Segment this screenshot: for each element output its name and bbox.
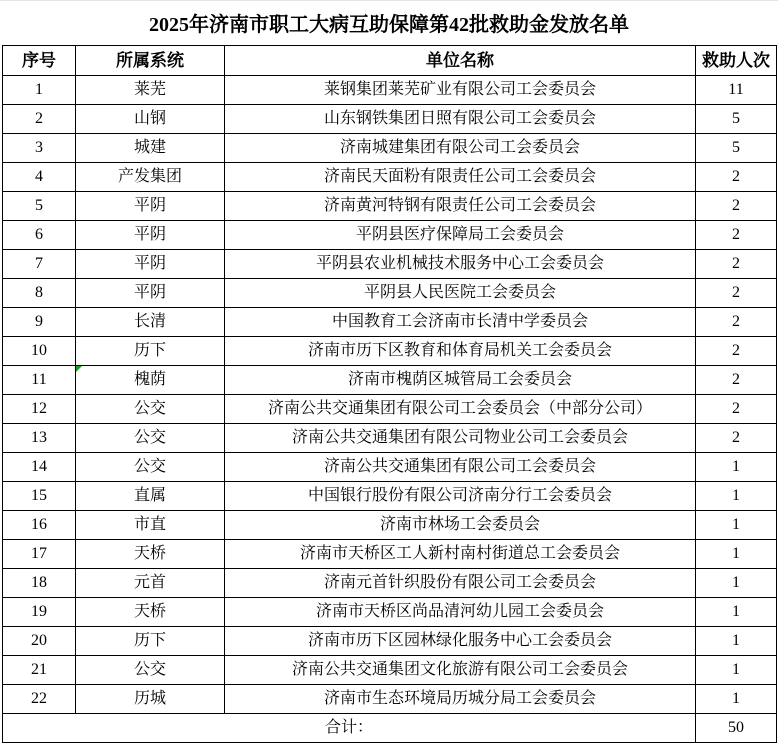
cell-seq: 6 (3, 221, 76, 250)
cell-system (76, 627, 225, 656)
cell-system-text: 天桥 (133, 603, 166, 620)
cell-system (76, 76, 225, 105)
cell-count: 2 (696, 250, 777, 279)
cell-unit: 平阴县农业机械技术服务中心工会委员会 (225, 250, 696, 279)
cell-system (76, 453, 225, 482)
cell-unit: 山东钢铁集团日照有限公司工会委员会 (225, 105, 696, 134)
table-row (3, 192, 777, 221)
cell-seq: 15 (3, 482, 76, 511)
total-row (3, 714, 777, 743)
table-row (3, 540, 777, 569)
table-row (3, 221, 777, 250)
cell-system-text: 历下 (133, 342, 166, 359)
cell-system (76, 308, 225, 337)
cell-system-text: 平阴 (133, 284, 166, 301)
cell-system-text: 平阴 (133, 197, 166, 214)
cell-seq: 13 (3, 424, 76, 453)
cell-count: 1 (696, 569, 777, 598)
cell-seq: 22 (3, 685, 76, 714)
cell-seq: 20 (3, 627, 76, 656)
cell-unit: 济南公共交通集团有限公司物业公司工会委员会 (225, 424, 696, 453)
cell-system-text: 元首 (133, 574, 166, 591)
cell-unit: 平阴县人民医院工会委员会 (225, 279, 696, 308)
cell-unit: 中国教育工会济南市长清中学委员会 (225, 308, 696, 337)
cell-seq: 16 (3, 511, 76, 540)
cell-system (76, 598, 225, 627)
cell-error-marker-icon (76, 366, 82, 372)
cell-count: 2 (696, 163, 777, 192)
cell-count: 2 (696, 395, 777, 424)
cell-system-text: 山钢 (133, 110, 166, 127)
cell-count: 2 (696, 366, 777, 395)
cell-count: 5 (696, 134, 777, 163)
cell-seq: 2 (3, 105, 76, 134)
table-row (3, 511, 777, 540)
cell-system-text: 历城 (133, 690, 166, 707)
table-row (3, 163, 777, 192)
cell-unit: 济南民天面粉有限责任公司工会委员会 (225, 163, 696, 192)
cell-seq: 5 (3, 192, 76, 221)
cell-unit: 济南黄河特钢有限责任公司工会委员会 (225, 192, 696, 221)
cell-system (76, 685, 225, 714)
cell-system-text: 公交 (133, 458, 166, 475)
table-row (3, 424, 777, 453)
table-row (3, 569, 777, 598)
cell-system-text: 公交 (133, 429, 166, 446)
cell-unit: 济南市林场工会委员会 (225, 511, 696, 540)
cell-count: 2 (696, 221, 777, 250)
table-row (3, 598, 777, 627)
cell-system-text: 城建 (133, 139, 166, 156)
cell-count: 2 (696, 337, 777, 366)
table-row (3, 482, 777, 511)
cell-system-text: 长清 (133, 313, 166, 330)
cell-unit: 济南公共交通集团有限公司工会委员会（中部分公司） (225, 395, 696, 424)
relief-fund-table (2, 45, 777, 743)
column-header-system: 所属系统 (76, 46, 225, 76)
cell-count: 11 (696, 76, 777, 105)
cell-system (76, 569, 225, 598)
cell-unit: 济南市生态环境局历城分局工会委员会 (225, 685, 696, 714)
cell-system (76, 366, 225, 395)
table-row (3, 453, 777, 482)
table-body (3, 76, 777, 714)
cell-seq: 17 (3, 540, 76, 569)
column-header-count: 救助人次 (696, 46, 777, 76)
cell-unit: 平阴县医疗保障局工会委员会 (225, 221, 696, 250)
cell-system-text: 平阴 (133, 255, 166, 272)
cell-unit: 济南市历下区园林绿化服务中心工会委员会 (225, 627, 696, 656)
cell-seq: 1 (3, 76, 76, 105)
cell-seq: 4 (3, 163, 76, 192)
table-row (3, 105, 777, 134)
cell-seq: 19 (3, 598, 76, 627)
page-title: 2025年济南市职工大病互助保障第42批救助金发放名单 (149, 14, 629, 36)
cell-seq: 11 (3, 366, 76, 395)
cell-count: 1 (696, 656, 777, 685)
cell-seq: 12 (3, 395, 76, 424)
table-row (3, 250, 777, 279)
cell-system (76, 221, 225, 250)
cell-count: 1 (696, 540, 777, 569)
cell-system-text: 平阴 (133, 226, 166, 243)
table-row (3, 337, 777, 366)
cell-count: 2 (696, 192, 777, 221)
cell-system-text: 槐荫 (133, 371, 166, 388)
column-header-seq: 序号 (3, 46, 76, 76)
cell-system (76, 482, 225, 511)
cell-unit: 济南市天桥区尚品清河幼儿园工会委员会 (225, 598, 696, 627)
cell-count: 1 (696, 685, 777, 714)
cell-system (76, 337, 225, 366)
table-row (3, 134, 777, 163)
cell-system (76, 134, 225, 163)
table-row (3, 76, 777, 105)
table-row (3, 685, 777, 714)
cell-system (76, 192, 225, 221)
cell-count: 2 (696, 279, 777, 308)
cell-unit: 济南市槐荫区城管局工会委员会 (225, 366, 696, 395)
cell-unit: 济南城建集团有限公司工会委员会 (225, 134, 696, 163)
total-label: 合计： (3, 714, 696, 743)
cell-count: 1 (696, 511, 777, 540)
cell-seq: 14 (3, 453, 76, 482)
cell-system-text: 市直 (133, 516, 166, 533)
cell-seq: 7 (3, 250, 76, 279)
cell-count: 1 (696, 453, 777, 482)
cell-system-text: 莱芜 (133, 81, 166, 98)
cell-unit: 济南市天桥区工人新村南村街道总工会委员会 (225, 540, 696, 569)
cell-unit: 中国银行股份有限公司济南分行工会委员会 (225, 482, 696, 511)
total-value: 50 (696, 714, 777, 743)
cell-count: 1 (696, 598, 777, 627)
cell-count: 2 (696, 424, 777, 453)
cell-seq: 3 (3, 134, 76, 163)
cell-count: 1 (696, 482, 777, 511)
cell-system (76, 656, 225, 685)
cell-system-text: 公交 (133, 661, 166, 678)
cell-unit: 济南公共交通集团文化旅游有限公司工会委员会 (225, 656, 696, 685)
table-row (3, 395, 777, 424)
cell-seq: 10 (3, 337, 76, 366)
cell-seq: 21 (3, 656, 76, 685)
column-header-unit: 单位名称 (225, 46, 696, 76)
cell-unit: 济南公共交通集团有限公司工会委员会 (225, 453, 696, 482)
cell-system (76, 105, 225, 134)
cell-count: 2 (696, 308, 777, 337)
cell-seq: 18 (3, 569, 76, 598)
cell-system-text: 公交 (133, 400, 166, 417)
cell-system (76, 163, 225, 192)
cell-system (76, 279, 225, 308)
cell-count: 5 (696, 105, 777, 134)
cell-seq: 8 (3, 279, 76, 308)
cell-system (76, 511, 225, 540)
table-row (3, 627, 777, 656)
cell-system-text: 直属 (133, 487, 166, 504)
cell-system (76, 250, 225, 279)
cell-system-text: 产发集团 (117, 168, 182, 185)
table-row (3, 279, 777, 308)
cell-count: 1 (696, 627, 777, 656)
cell-unit: 莱钢集团莱芜矿业有限公司工会委员会 (225, 76, 696, 105)
cell-system-text: 天桥 (133, 545, 166, 562)
table-row (3, 656, 777, 685)
cell-system (76, 395, 225, 424)
cell-system (76, 424, 225, 453)
cell-seq: 9 (3, 308, 76, 337)
table-row (3, 308, 777, 337)
header-row (3, 46, 777, 76)
cell-system-text: 历下 (133, 632, 166, 649)
cell-unit: 济南市历下区教育和体育局机关工会委员会 (225, 337, 696, 366)
cell-system (76, 540, 225, 569)
table-row (3, 366, 777, 395)
cell-unit: 济南元首针织股份有限公司工会委员会 (225, 569, 696, 598)
